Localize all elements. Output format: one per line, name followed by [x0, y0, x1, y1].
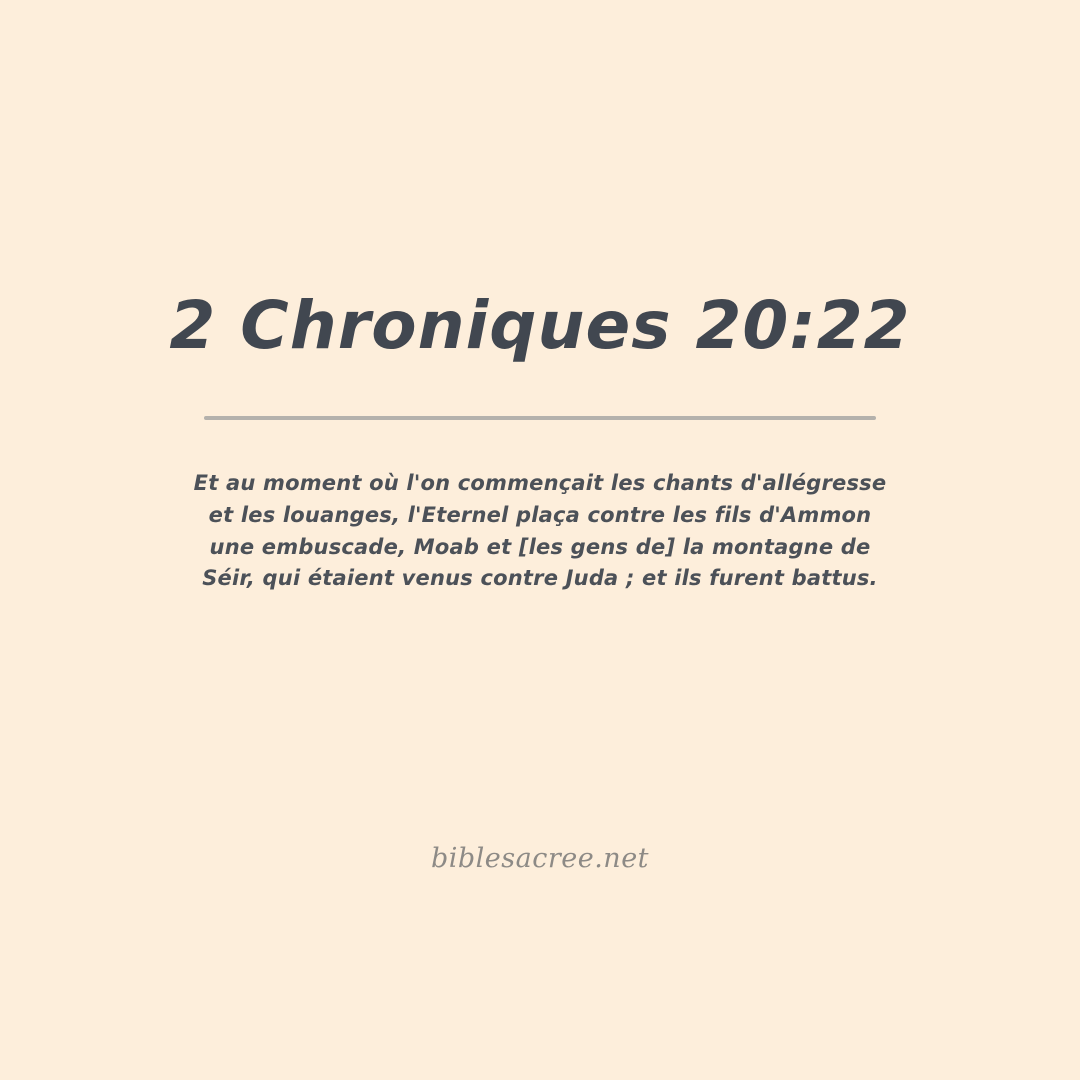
- divider: [204, 416, 876, 420]
- website-credit: biblesacree.net: [430, 843, 650, 874]
- verse-text: Et au moment où l'on commençait les chants d'allégresse et les louanges, l'Eternel plaça contre les fils d'Ammon une embuscade, Moab et [les gens de] la montagne de Séir, qui étaient venus contre Juda ; et ils furent battus.: [193, 470, 887, 591]
- verse-reference: 2 Chroniques 20:22: [169, 287, 911, 364]
